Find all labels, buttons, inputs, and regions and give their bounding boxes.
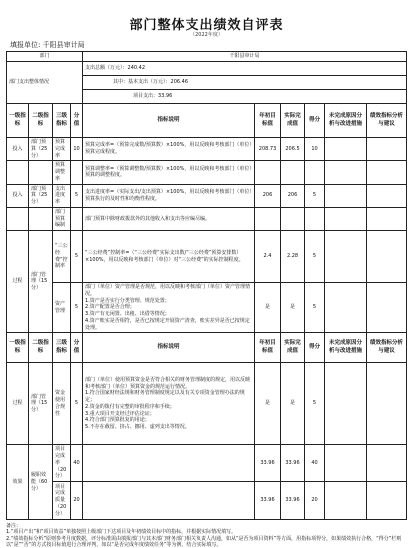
row1-note — [367, 138, 407, 161]
evaluation-table — [6, 51, 407, 520]
row6-note — [367, 283, 407, 333]
row4-actual — [281, 207, 305, 230]
row1-reason — [325, 138, 367, 161]
row6-got: 5 — [305, 283, 325, 333]
row5-l3: “三公经费”控制率 — [53, 231, 71, 283]
row7-l2: 部门管理（15分） — [29, 363, 53, 445]
row8-l1: 效果 — [7, 445, 29, 520]
row4-got — [305, 207, 325, 230]
row9-l3: 项目完成质量（20分） — [53, 482, 71, 520]
row2-score — [71, 161, 83, 184]
row7-target: 是 — [255, 363, 281, 445]
row5-l2: 部门管理（15分） — [29, 231, 53, 333]
row6-actual: 是 — [281, 283, 305, 333]
row3-score: 5 — [71, 184, 83, 207]
row9-target: 33.96 — [255, 482, 281, 520]
row7-desc: 部门（单位）使用预算资金是否符合相关的财务管理制度的规定，用以反映和考核部门（单位）预算资金的规范运行情况。 1.符合国家财经法规和财务管理制度规定以及有关专项资金管理办法的规定； 2.资金的拨付有完整的审批程序和手续； 3.重大项目开支经过评估论证； 4.符合部门预算批复的用途； 5.不存在截留、挤占、挪用、虚列支出等情况。 — [83, 363, 255, 445]
header-score: 分值 — [71, 104, 83, 138]
row9-got: 20 — [305, 482, 325, 520]
dept-value: 千阳县审计局 — [83, 52, 407, 62]
row7-note — [367, 363, 407, 445]
row5-target: 2.4 — [255, 231, 281, 283]
header-target: 年初目标值 — [255, 104, 281, 138]
row8-desc — [83, 445, 255, 482]
mid-header-level1: 一级指标 — [7, 333, 29, 363]
row8-target: 33.96 — [255, 445, 281, 482]
row3-l1: 投入 — [7, 184, 29, 207]
funds-total: 支出总额（万元）：240.42 — [83, 62, 407, 76]
row5-l1: 过程 — [7, 231, 29, 333]
header-actual: 实际完成值 — [281, 104, 305, 138]
row8-score: 40 — [71, 445, 83, 482]
row2-l2 — [29, 161, 53, 184]
mid-header-target: 年初目标值 — [255, 333, 281, 363]
header-desc: 指标说明 — [83, 104, 255, 138]
row5-desc: “三公经费”控制率=（“三公经费”实际支出数/“三公经费”预算安排数）×100%，用以反映和考核部门（单位）对“三公经费”的实际控制程度。 — [83, 231, 255, 283]
row7-score: 5 — [71, 363, 83, 445]
row6-score: 5 — [71, 283, 83, 333]
row6-l3: 资产管理 — [53, 283, 71, 333]
row3-l3: 支出进度率 — [53, 184, 71, 207]
row6-reason — [325, 283, 367, 333]
row2-target — [255, 161, 281, 184]
row2-desc: 预算调整率=（预算调整数/预算数）×100%，用以反映和考核部门（单位）预算的调整程度。 — [83, 161, 255, 184]
row1-score: 10 — [71, 138, 83, 161]
row8-reason — [325, 445, 367, 482]
row4-target — [255, 207, 281, 230]
row6-target: 是 — [255, 283, 281, 333]
row3-actual: 206 — [281, 184, 305, 207]
row4-l1 — [7, 207, 29, 230]
report-title: 部门整体支出绩效自评表 — [0, 14, 413, 33]
funds-project: 项目支出：33.96 — [83, 90, 407, 104]
row3-note — [367, 184, 407, 207]
mid-header-reason: 未完成原因分析与改进措施 — [325, 333, 367, 363]
row7-actual: 是 — [281, 363, 305, 445]
mid-header-note: 绩效指标分析与建议 — [367, 333, 407, 363]
row7-l1: 过程 — [7, 363, 29, 445]
row7-reason — [325, 363, 367, 445]
header-level1: 一级指标 — [7, 104, 29, 138]
header-got: 得分 — [305, 104, 325, 138]
row3-target: 206 — [255, 184, 281, 207]
row5-reason — [325, 231, 367, 283]
mid-header-level3: 三级指标 — [53, 333, 71, 363]
row1-desc: 预算完成率=（预算完成数/预算数）×100%，用以反映和考核部门（单位）预算完成程度。 — [83, 138, 255, 161]
row6-desc: 部门（单位）资产管理是否规范，用以反映和考核部门（单位）资产管理情况。 1.资产是否实行分类管理、规范处置； 2.资产配置是否合理； 3.资产有无闲置、出租、出借等情况； 4.资产账实是否相符，是否已按规定开展资产清查，账实差异是否已按规定处理。 — [83, 283, 255, 333]
row1-l2: 部门预算（25分） — [29, 138, 53, 161]
row2-reason — [325, 161, 367, 184]
footnote-1: 1.“项目产出”和“项目效益”单独按照上级部门下达项目及年初绩效目标中的指标，并根据实际情况填写。 — [6, 529, 408, 535]
row3-desc: 支出进度率=（实际支出/支出预算）×100%，用以反映和考核部门（单位）预算执行的及时性和均衡性程度。 — [83, 184, 255, 207]
row2-l1 — [7, 161, 29, 184]
row4-l2 — [29, 207, 53, 230]
report-subtitle: （2022年度） — [0, 31, 413, 38]
row8-got: 40 — [305, 445, 325, 482]
row1-l1: 投入 — [7, 138, 29, 161]
footnotes — [6, 523, 408, 548]
funds-basic: 其中：基本支出（万元）：206.46 — [83, 76, 407, 90]
mid-header-desc: 指标说明 — [83, 333, 255, 363]
row2-l3: 预算调整率 — [53, 161, 71, 184]
footnote-2: 2.“绩效指标分析”原则参考月度数据，评分标准需由填报部门与其本部门财务部门相关负责人沟通，如从“是否为项目资料”等方面，用指标项得分，如果绩效执行合格，“得分”栏则以“是”“否”的方式按目标值进行合理评判，如以“是否完成年度绩效任务”等为例，结合实际填写。 — [6, 536, 408, 548]
row9-note — [367, 482, 407, 520]
row8-note — [367, 445, 407, 482]
row7-got: 5 — [305, 363, 325, 445]
row8-actual: 33.96 — [281, 445, 305, 482]
row9-reason — [325, 482, 367, 520]
mid-header-got: 得分 — [305, 333, 325, 363]
row9-score: 20 — [71, 482, 83, 520]
mid-header-level2: 二级指标 — [29, 333, 53, 363]
row5-got: 5 — [305, 231, 325, 283]
row1-target: 208.73 — [255, 138, 281, 161]
row2-got — [305, 161, 325, 184]
row2-actual — [281, 161, 305, 184]
row4-desc: 部门预算中除财政拨款外的其他收入和支出等应编尽编。 — [83, 207, 255, 230]
row5-note — [367, 231, 407, 283]
row1-l3: 预算完成率 — [53, 138, 71, 161]
row3-reason — [325, 184, 367, 207]
row3-l2: 部门预算（25分） — [29, 184, 53, 207]
row4-reason — [325, 207, 367, 230]
row9-actual: 33.96 — [281, 482, 305, 520]
unit-label: 填报单位: 千阳县审计局 — [10, 40, 85, 50]
header-level3: 三级指标 — [53, 104, 71, 138]
row1-actual: 206.5 — [281, 138, 305, 161]
row7-l3: 资金使用合规性 — [53, 363, 71, 445]
row8-l2: 履职效能（60分） — [29, 445, 53, 520]
row2-note — [367, 161, 407, 184]
row4-score — [71, 207, 83, 230]
funds-label: 部门支出整体情况 — [7, 62, 83, 104]
header-note: 绩效指标分析与建议 — [367, 104, 407, 138]
row3-got: 5 — [305, 184, 325, 207]
row5-actual: 2.28 — [281, 231, 305, 283]
row9-desc — [83, 482, 255, 520]
mid-header-score: 分值 — [71, 333, 83, 363]
row5-score: 5 — [71, 231, 83, 283]
header-level2: 二级指标 — [29, 104, 53, 138]
row4-l3: 部门预算编制 — [53, 207, 71, 230]
row4-note — [367, 207, 407, 230]
row1-got: 10 — [305, 138, 325, 161]
header-reason: 未完成原因分析与改进措施 — [325, 104, 367, 138]
mid-header-actual: 实际完成值 — [281, 333, 305, 363]
dept-label: 部门 — [7, 52, 83, 62]
footnote-heading: 备注： — [6, 523, 408, 529]
row8-l3: 项目完成率（20分） — [53, 445, 71, 482]
